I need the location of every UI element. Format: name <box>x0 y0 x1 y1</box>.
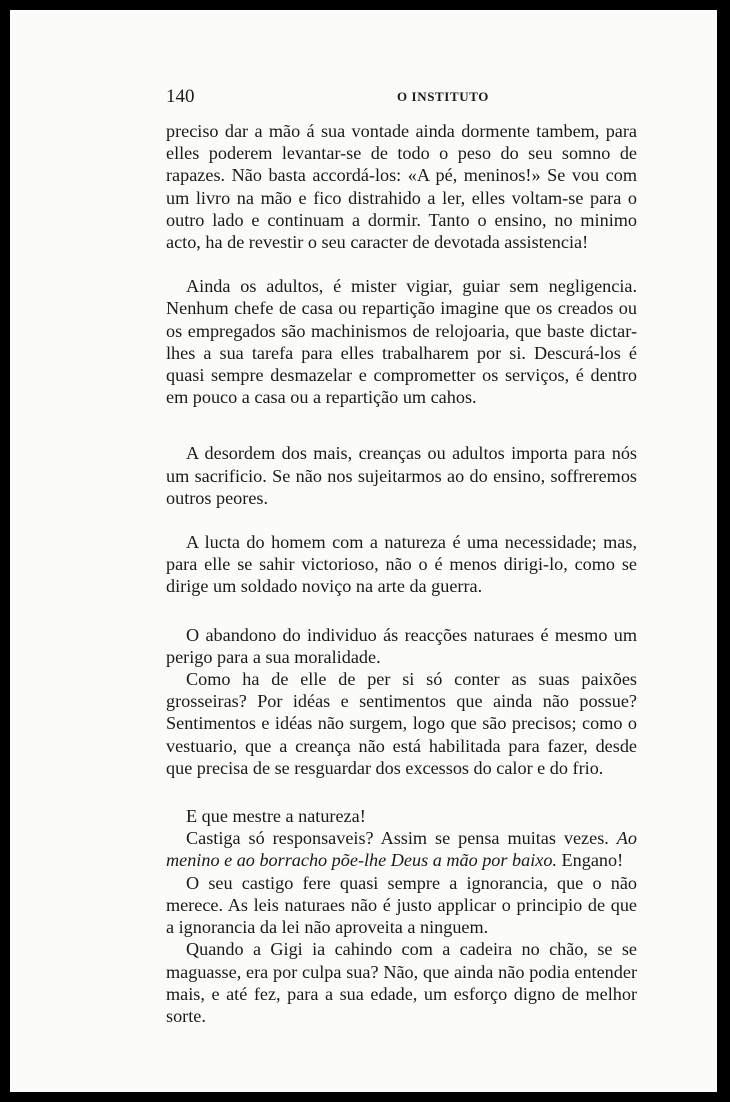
paragraph-10: Quando a Gigi ia cahindo com a cadeira no chão, se se maguasse, era por culpa sua? Não, que ainda não podia entender mais, e até fez, para a sua edade, um esforço digno de melhor sorte. <box>166 939 637 1026</box>
paragraph-5: O abandono do individuo ás reacções naturaes é mesmo um perigo para a sua moralidade. <box>166 624 637 667</box>
paragraph-1: preciso dar a mão á sua vontade ainda dormente tambem, para elles poderem levantar-se de todo o peso do seu somno de rapazes. Não basta accordá-los: «A pé, meninos!» Se vou com um livro na mão e fico distrahido a ler, elles voltam-se para o outro lado e continuam a dormir. Tanto o ensino, no minimo acto, ha de revestir o seu caracter de devotada assistencia! <box>166 121 637 253</box>
page-number: 140 <box>166 86 195 107</box>
page-header <box>166 86 660 108</box>
paragraph-7: E que mestre a natureza! <box>186 806 366 827</box>
body-text <box>166 120 637 1027</box>
paragraph-8 <box>166 827 637 871</box>
book-page <box>10 10 717 1092</box>
proverb-italic: Ao menino e ao borracho põe-lhe Deus a mão por baixo. <box>166 828 637 871</box>
paragraph-8-text-before: Castiga só responsaveis? Assim se pensa muitas vezes. <box>186 828 617 849</box>
running-title: O INSTITUTO <box>397 89 489 104</box>
paragraph-4: A lucta do homem com a natureza é uma necessidade; mas, para elle se sahir victorioso, não o é menos dirigi-lo, como se dirige um soldado noviço na arte da guerra. <box>166 532 637 597</box>
paragraph-8-text-after: Engano! <box>556 850 624 871</box>
paragraph-2: Ainda os adultos, é mister vigiar, guiar sem negligencia. Nenhum chefe de casa ou repartição imagine que os creados ou os empregados são machinismos de relojoaria, que baste dictar-lhes a sua tarefa para elles trabalharem por si. Descurá-los é quasi sempre desmazelar e comprometter os serviços, é dentro em pouco a casa ou a repartição um cahos. <box>166 276 637 408</box>
paragraph-3: A desordem dos mais, creanças ou adultos importa para nós um sacrificio. Se não nos sujeitarmos ao do ensino, soffreremos outros peores. <box>166 443 637 508</box>
paragraph-6: Como ha de elle de per si só conter as suas paixões grosseiras? Por idéas e sentimentos que ainda não possue? Sentimentos e idéas não surgem, logo que são precisos; como o vestuario, que a creança não está habilitada para fazer, desde que precisa de se resguardar dos excessos do calor e do frio. <box>166 669 637 778</box>
paragraph-9: O seu castigo fere quasi sempre a ignorancia, que o não merece. As leis naturaes não é justo applicar o principio de que a ignorancia da lei não aproveita a ninguem. <box>166 872 637 938</box>
